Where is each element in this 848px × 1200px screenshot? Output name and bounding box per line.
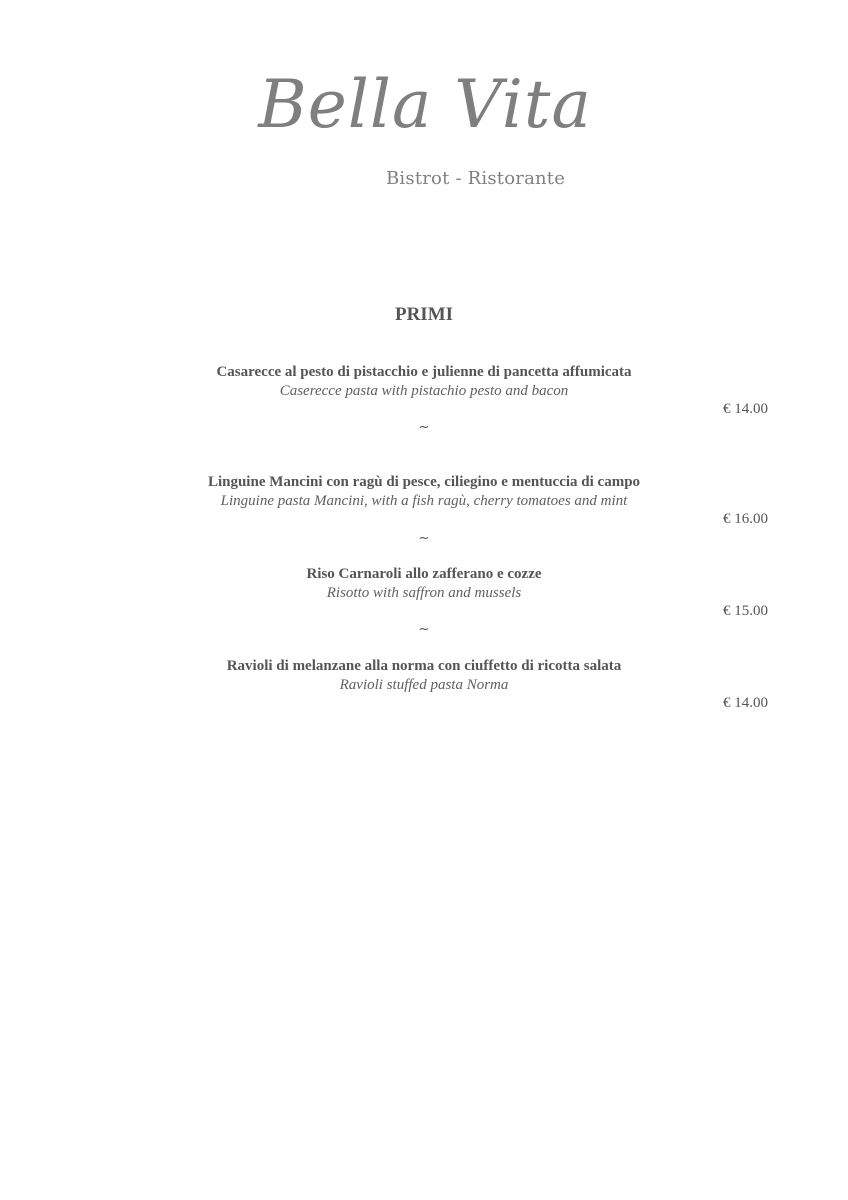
item-name: Ravioli di melanzane alla norma con ciuffetto di ricotta salata <box>226 658 622 674</box>
logo-tagline: Bistrot - Ristorante <box>386 168 566 189</box>
item-name: Casarecce al pesto di pistacchio e julienne di pancetta affumicata <box>216 364 632 380</box>
restaurant-logo <box>0 0 848 210</box>
section-title: PRIMI <box>394 304 454 325</box>
item-description: Ravioli stuffed pasta Norma <box>339 677 509 693</box>
separator: ~ <box>418 420 430 435</box>
item-price: € 14.00 <box>723 401 768 417</box>
item-price: € 15.00 <box>723 603 768 619</box>
item-price: € 16.00 <box>723 511 768 527</box>
item-name: Linguine Mancini con ragù di pesce, ciliegino e mentuccia di campo <box>207 474 641 490</box>
item-price: € 14.00 <box>723 695 768 711</box>
item-name: Riso Carnaroli allo zafferano e cozze <box>306 566 542 582</box>
separator: ~ <box>418 531 430 546</box>
item-description: Risotto with saffron and mussels <box>326 585 522 601</box>
logo-title: Bella Vita <box>258 66 592 143</box>
item-description: Linguine pasta Mancini, with a fish ragù, cherry tomatoes and mint <box>220 493 628 509</box>
item-description: Caserecce pasta with pistachio pesto and bacon <box>279 383 569 399</box>
separator: ~ <box>418 622 430 637</box>
